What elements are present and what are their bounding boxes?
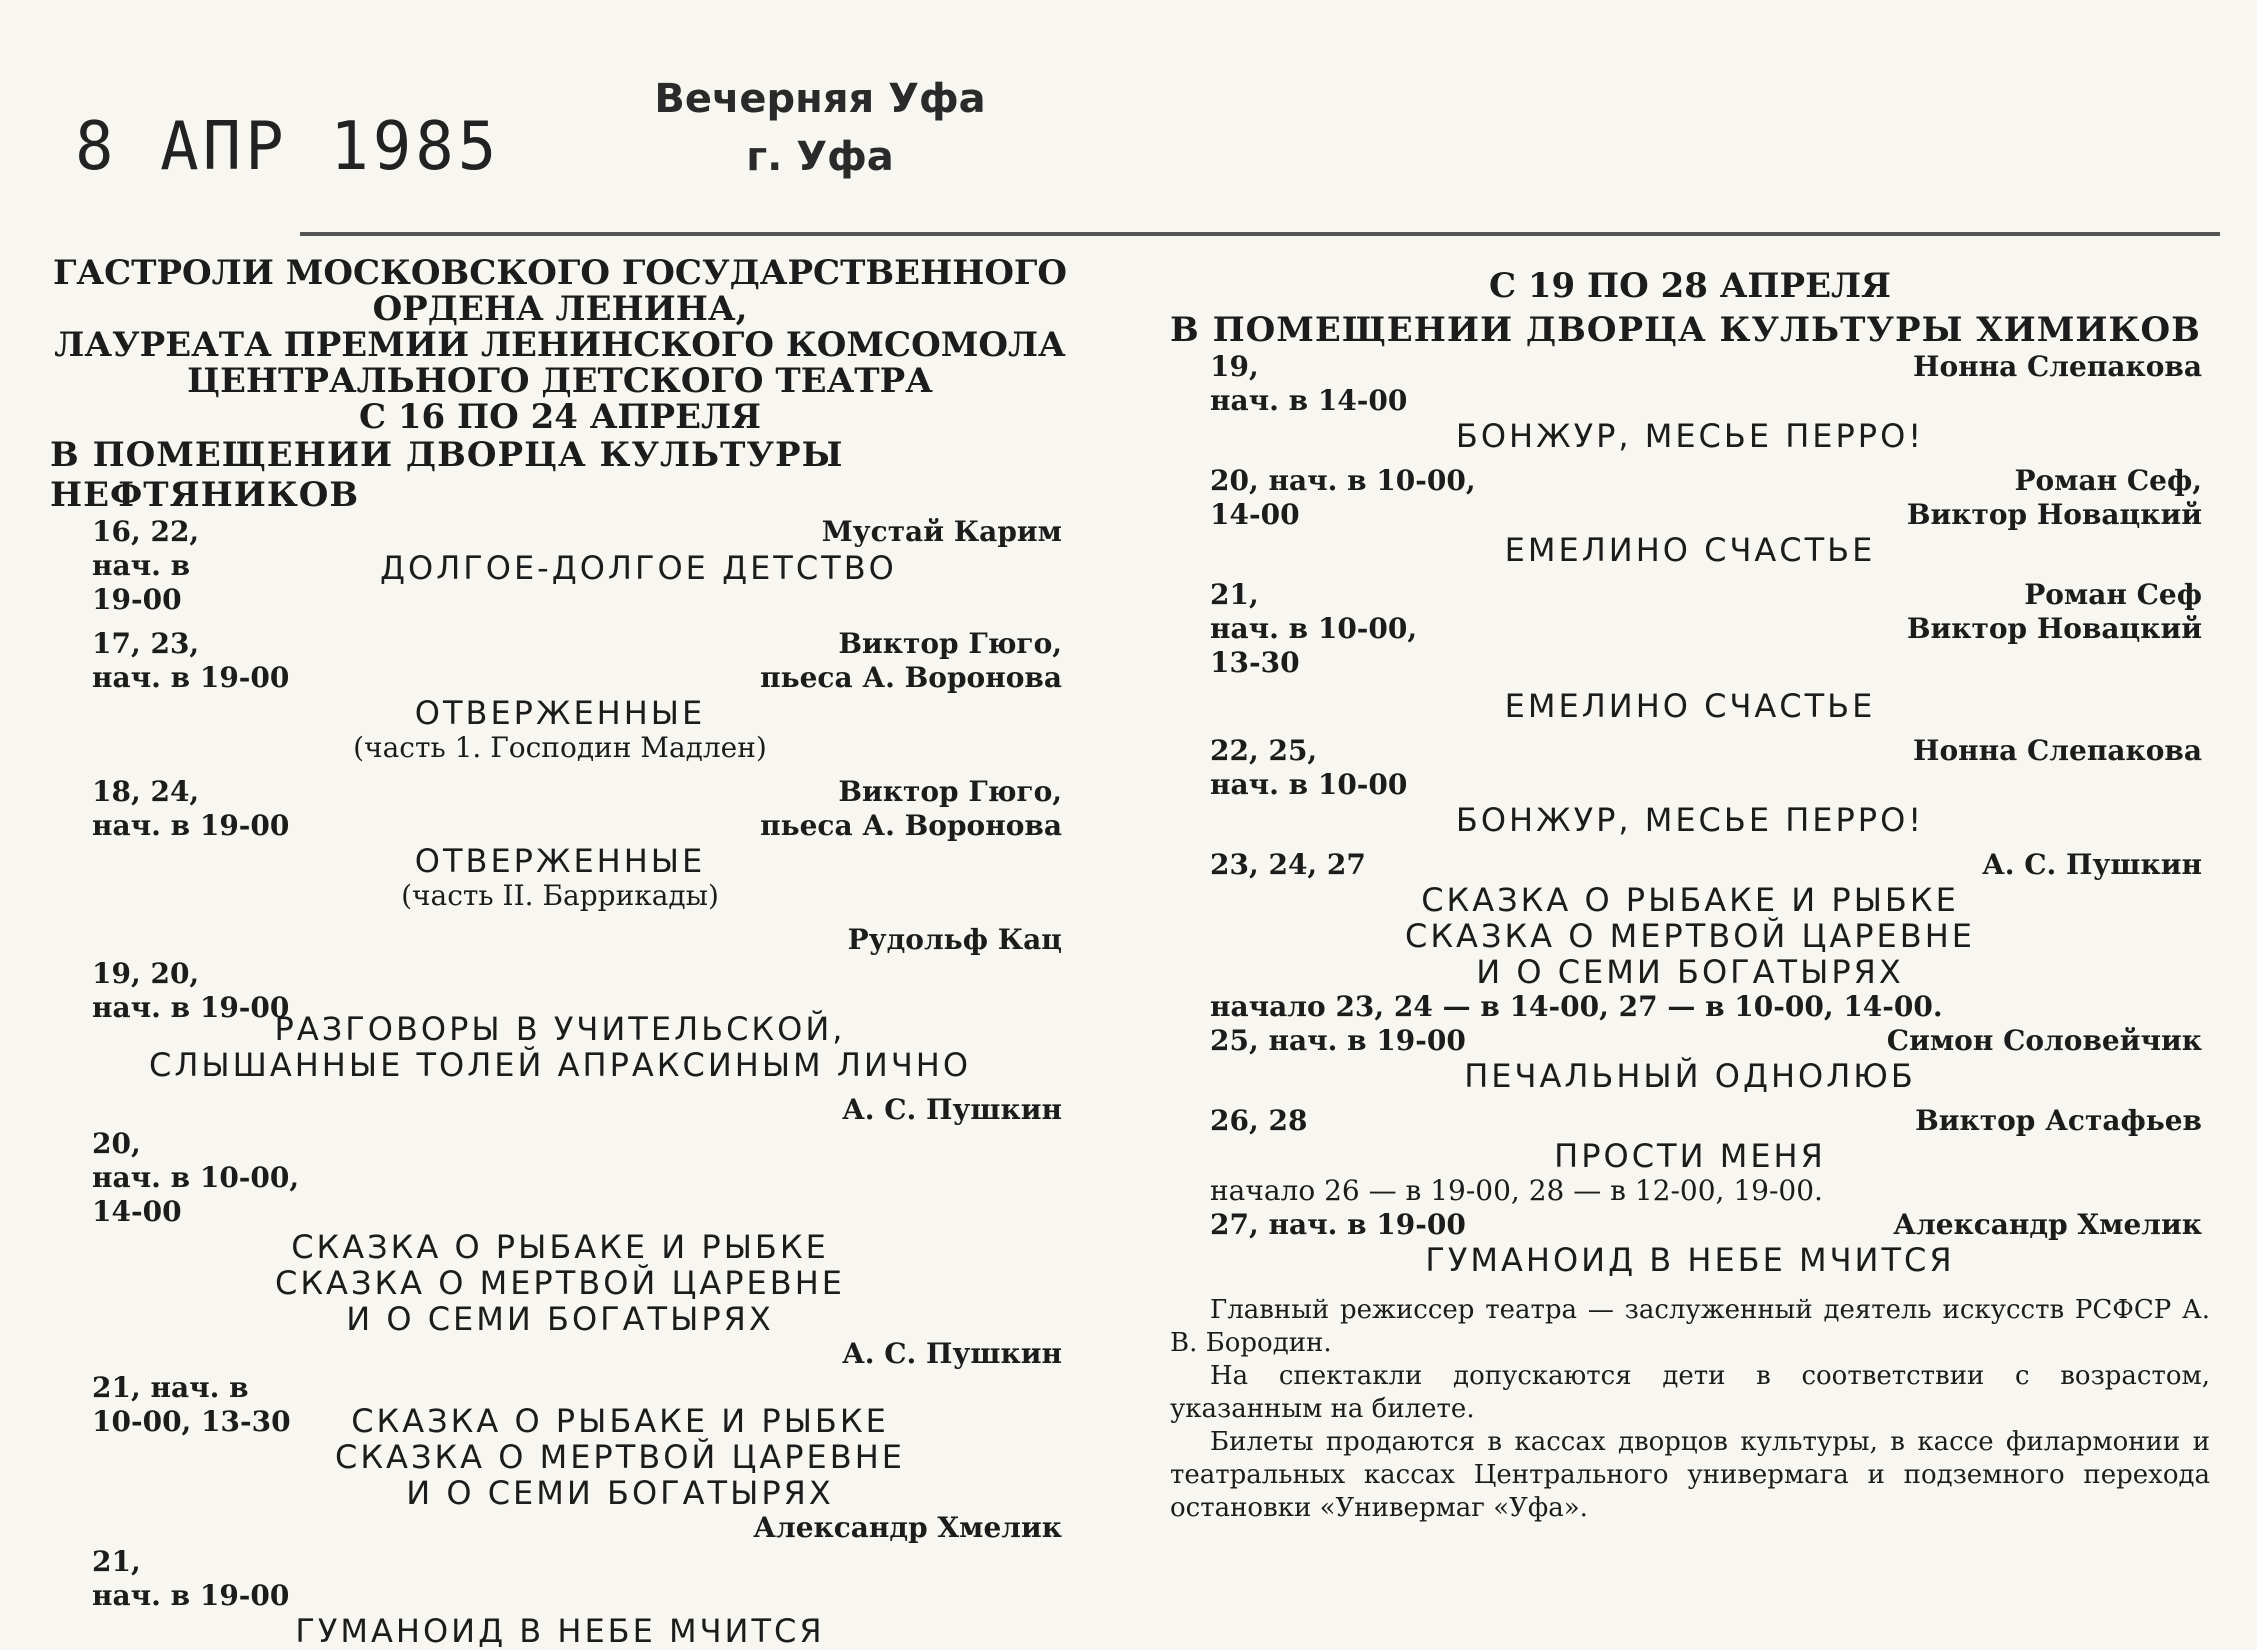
show-title: ЕМЕЛИНО СЧАСТЬЕ <box>1504 687 1876 725</box>
show-author: Мустай Карим <box>821 515 1062 548</box>
show-author: Симон Соловейчик <box>1886 1024 2202 1057</box>
show-author: Роман Сеф, Виктор Новацкий <box>1906 464 2202 531</box>
show-dates: 18, 24, нач. в 19-00 <box>92 775 290 842</box>
show-author: Рудольф Кац <box>847 923 1062 956</box>
show-title: ДОЛГОЕ-ДОЛГОЕ ДЕТСТВО <box>380 549 897 587</box>
show-title: СКАЗКА О РЫБАКЕ И РЫБКЕ СКАЗКА О МЕРТВОЙ ЦАРЕВНЕ И О СЕМИ БОГАТЫРЯХ <box>334 1402 905 1512</box>
show-dates: 20, нач. в 10-00, 14-00 <box>92 1127 300 1228</box>
tickets-note: Билеты продаются в кассах дворцов культуры, в кассе филармонии и театральных кассах Центрального универмага и подземного перехода остановки «Универмаг «Уфа». <box>1170 1427 2210 1523</box>
header-rule <box>300 232 2220 236</box>
show-dates: 19, 20, нач. в 19-00 <box>92 957 290 1024</box>
show-entry <box>1170 464 2210 568</box>
newspaper-stamp <box>600 70 1040 186</box>
show-entry <box>1170 1104 2210 1208</box>
show-note: (часть 1. Господин Мадлен) <box>353 731 767 764</box>
show-author: Нонна Слепакова <box>1913 350 2202 383</box>
director-note: Главный режиссер театра — заслуженный деятель искусств РСФСР А. В. Бородин. <box>1170 1295 2210 1358</box>
show-entry <box>1170 1208 2210 1278</box>
show-start-times: начало 26 — в 19-00, 28 — в 12-00, 19-00. <box>1210 1174 1823 1207</box>
show-title: РАЗГОВОРЫ В УЧИТЕЛЬСКОЙ, СЛЫШАННЫЕ ТОЛЕЙ АПРАКСИНЫМ ЛИЧНО <box>148 1010 972 1084</box>
show-dates: 25, нач. в 19-00 <box>1210 1024 1466 1057</box>
show-entry <box>1170 578 2210 724</box>
show-dates: 27, нач. в 19-00 <box>1210 1208 1466 1241</box>
show-note: (часть II. Баррикады) <box>401 879 719 912</box>
show-title: ПЕЧАЛЬНЫЙ ОДНОЛЮБ <box>1464 1057 1916 1095</box>
show-dates: 26, 28 <box>1210 1104 1308 1137</box>
show-author: А. С. Пушкин <box>1981 848 2202 881</box>
age-note: На спектакли допускаются дети в соответствии с возрастом, указанным на билете. <box>1170 1361 2210 1424</box>
show-dates: 19, нач. в 14-00 <box>1210 350 1408 417</box>
show-dates: 17, 23, нач. в 19-00 <box>92 627 290 694</box>
show-entry <box>50 515 1070 617</box>
show-title: СКАЗКА О РЫБАКЕ И РЫБКЕ СКАЗКА О МЕРТВОЙ ЦАРЕВНЕ И О СЕМИ БОГАТЫРЯХ <box>1404 881 1975 991</box>
show-author: Виктор Астафьев <box>1915 1104 2202 1137</box>
show-title: ГУМАНОИД В НЕБЕ МЧИТСЯ <box>1425 1241 1955 1279</box>
show-entry <box>50 1511 1070 1649</box>
show-dates: 22, 25, нач. в 10-00 <box>1210 734 1408 801</box>
show-entry <box>50 1337 1070 1511</box>
venue-khimiki: В ПОМЕЩЕНИИ ДВОРЦА КУЛЬТУРЫ ХИМИКОВ <box>1170 310 2201 350</box>
right-column <box>1170 268 2210 1525</box>
show-entry <box>50 923 1070 1083</box>
newspaper-name: Вечерняя Уфа <box>654 76 986 122</box>
show-title: БОНЖУР, МЕСЬЕ ПЕРРО! <box>1455 801 1925 839</box>
show-entry <box>1170 1024 2210 1094</box>
show-author: Александр Хмелик <box>753 1511 1062 1544</box>
show-author: Виктор Гюго, пьеса А. Воронова <box>760 775 1062 842</box>
show-dates: 16, 22, нач. в 19-00 <box>92 515 200 616</box>
show-author: Александр Хмелик <box>1893 1208 2202 1241</box>
tour-heading: ГАСТРОЛИ МОСКОВСКОГО ГОСУДАРСТВЕННОГО ОРДЕНА ЛЕНИНА, ЛАУРЕАТА ПРЕМИИ ЛЕНИНСКОГО КОМСОМОЛА ЦЕНТРАЛЬНОГО ДЕТСКОГО ТЕАТРА С 16 ПО 24 АПРЕЛЯ <box>52 253 1068 437</box>
show-author: А. С. Пушкин <box>841 1093 1062 1126</box>
show-title: ПРОСТИ МЕНЯ <box>1554 1137 1826 1175</box>
show-title: ГУМАНОИД В НЕБЕ МЧИТСЯ <box>295 1612 825 1650</box>
show-author: А. С. Пушкин <box>841 1337 1062 1370</box>
show-entry <box>1170 848 2210 1024</box>
show-dates: 21, нач. в 10-00, 13-30 <box>1210 578 1418 679</box>
show-author: Виктор Гюго, пьеса А. Воронова <box>760 627 1062 694</box>
show-dates: 23, 24, 27 <box>1210 848 1366 881</box>
show-entry <box>50 1093 1070 1337</box>
show-entry <box>50 775 1070 913</box>
venue-neftyaniki: В ПОМЕЩЕНИИ ДВОРЦА КУЛЬТУРЫ НЕФТЯНИКОВ <box>50 435 844 515</box>
show-title: ЕМЕЛИНО СЧАСТЬЕ <box>1504 531 1876 569</box>
show-start-times: начало 23, 24 — в 14-00, 27 — в 10-00, 14-00. <box>1210 990 1943 1023</box>
show-entry <box>1170 734 2210 838</box>
show-title: ОТВЕРЖЕННЫЕ <box>414 694 706 732</box>
archive-date-stamp: 8 АПР 1985 <box>75 108 501 186</box>
show-entry <box>1170 350 2210 454</box>
show-title: ОТВЕРЖЕННЫЕ <box>414 842 706 880</box>
show-entry <box>50 627 1070 765</box>
show-dates: 20, нач. в 10-00, 14-00 <box>1210 464 1476 531</box>
show-author: Роман Сеф Виктор Новацкий <box>1906 578 2202 645</box>
show-author: Нонна Слепакова <box>1913 734 2202 767</box>
newspaper-city: г. Уфа <box>746 134 894 180</box>
period-heading: С 19 ПО 28 АПРЕЛЯ <box>1488 266 1892 306</box>
show-title: БОНЖУР, МЕСЬЕ ПЕРРО! <box>1455 417 1925 455</box>
show-title: СКАЗКА О РЫБАКЕ И РЫБКЕ СКАЗКА О МЕРТВОЙ ЦАРЕВНЕ И О СЕМИ БОГАТЫРЯХ <box>274 1228 845 1338</box>
show-dates: 21, нач. в 10-00, 13-30 <box>92 1371 291 1438</box>
left-column <box>50 255 1070 1649</box>
show-dates: 21, нач. в 19-00 <box>92 1545 290 1612</box>
